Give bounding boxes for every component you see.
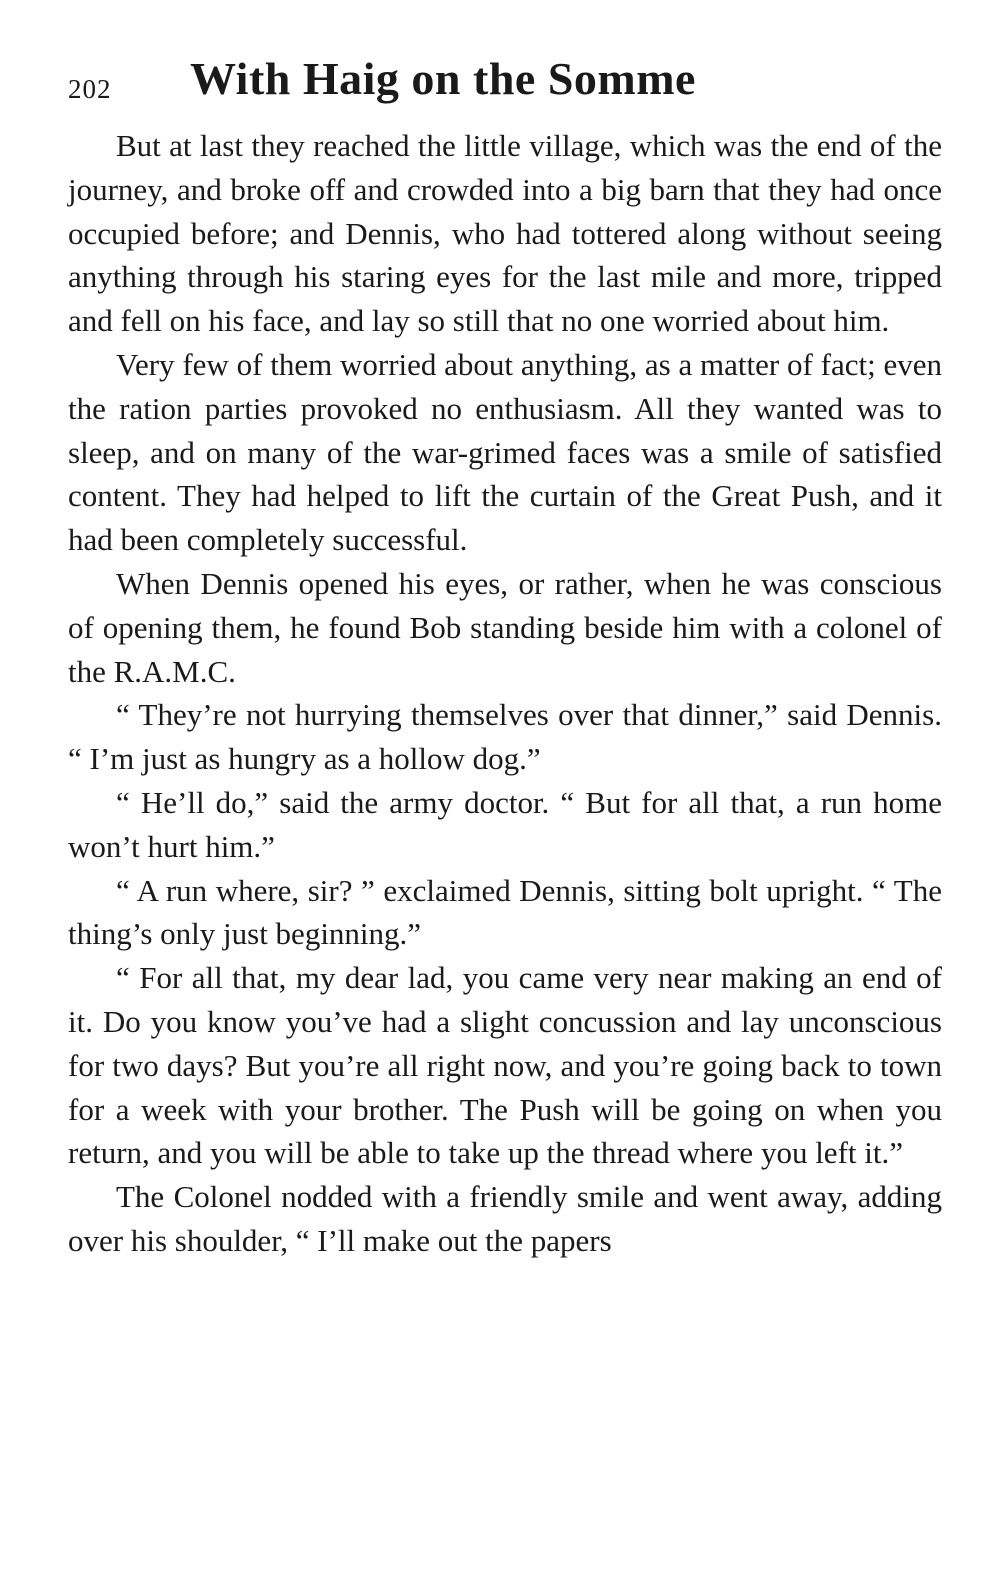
paragraph: Very few of them worried about anything, as a matter of fact; even the ration parties provoked no enthusiasm. All they wanted was to sleep, and on many of the war-grimed faces was a smile of satisfied content. They had helped to lift the curtain of the Great Push, and it had been completely successful. [68, 346, 942, 558]
body-text [68, 124, 942, 1263]
running-head [68, 52, 948, 112]
paragraph: “ A run where, sir? ” exclaimed Dennis, sitting bolt upright. “ The thing’s only just beginning.” [68, 872, 942, 952]
running-title: With Haig on the Somme [190, 53, 696, 104]
paragraph: “ He’ll do,” said the army doctor. “ But for all that, a run home won’t hurt him.” [68, 784, 942, 864]
paragraph: When Dennis opened his eyes, or rather, when he was conscious of opening them, he found Bob standing beside him with a colonel of the R.A.M.C. [68, 565, 942, 689]
paragraph: “ For all that, my dear lad, you came very near making an end of it. Do you know you’ve had a slight concussion and lay unconscious for two days? But you’re all right now, and you’re going back to town for a week with your brother. The Push will be going on when you return, and you will be able to take up the thread where you left it.” [68, 960, 942, 1171]
paragraph: The Colonel nodded with a friendly smile and went away, adding over his shoulder, “ I’ll make out the papers [68, 1179, 942, 1258]
page-number: 202 [68, 74, 112, 104]
paragraph: But at last they reached the little village, which was the end of the journey, and broke off and crowded into a big barn that they had once occupied before; and Dennis, who had tottered along without seeing anything through his staring eyes for the last mile and more, tripped and fell on his face, and lay so still that no one worried about him. [68, 128, 942, 339]
paragraph: “ They’re not hurrying themselves over that dinner,” said Dennis. “ I’m just as hungry as a hollow dog.” [68, 697, 942, 777]
